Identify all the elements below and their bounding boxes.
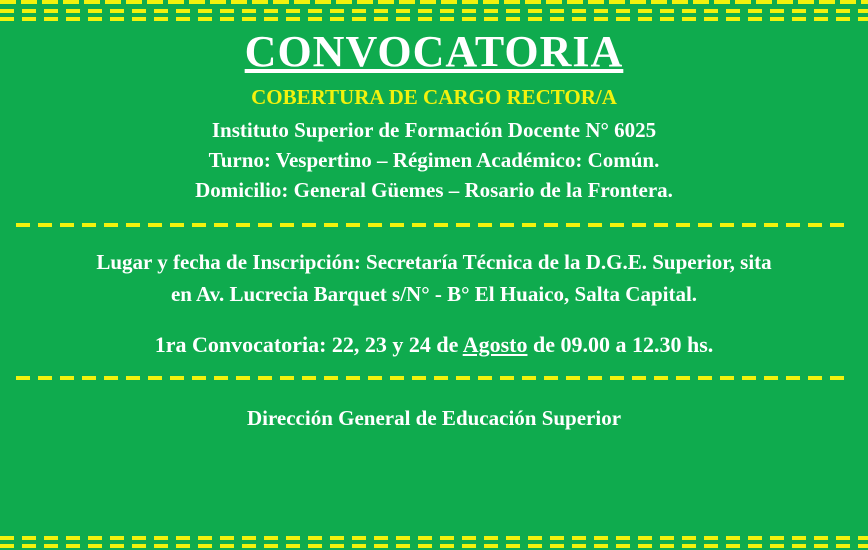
shift-regime-line: Turno: Vespertino – Régimen Académico: Común. [208,147,660,172]
top-dash-line-3 [0,17,868,21]
poster-subtitle: COBERTURA DE CARGO RECTOR/A [251,85,617,109]
call-prefix: 1ra Convocatoria: 22, 23 y 24 de [154,332,463,358]
call-dates-line [12,332,856,358]
page-title: CONVOCATORIA [244,27,624,76]
issuing-authority: Dirección General de Educación Superior [246,406,622,431]
bottom-dashed-border [0,536,868,550]
footer-block [10,406,858,431]
top-dashed-border [0,0,868,20]
divider-2 [16,376,852,380]
registration-block [10,247,858,358]
address-line: Domicilio: General Güemes – Rosario de la Frontera. [195,177,673,202]
institute-line: Instituto Superior de Formación Docente N° 6025 [211,118,657,142]
call-suffix: de 09.00 a 12.30 hs. [527,332,714,358]
registration-line-2: en Av. Lucrecia Barquet s/N° - B° El Huaico, Salta Capital. [170,281,698,306]
call-month: Agosto [462,332,528,358]
registration-line-1: Lugar y fecha de Inscripción: Secretaría Técnica de la D.G.E. Superior, sita [96,250,772,275]
bottom-dash-line-2 [0,544,868,548]
divider-1 [16,223,852,227]
